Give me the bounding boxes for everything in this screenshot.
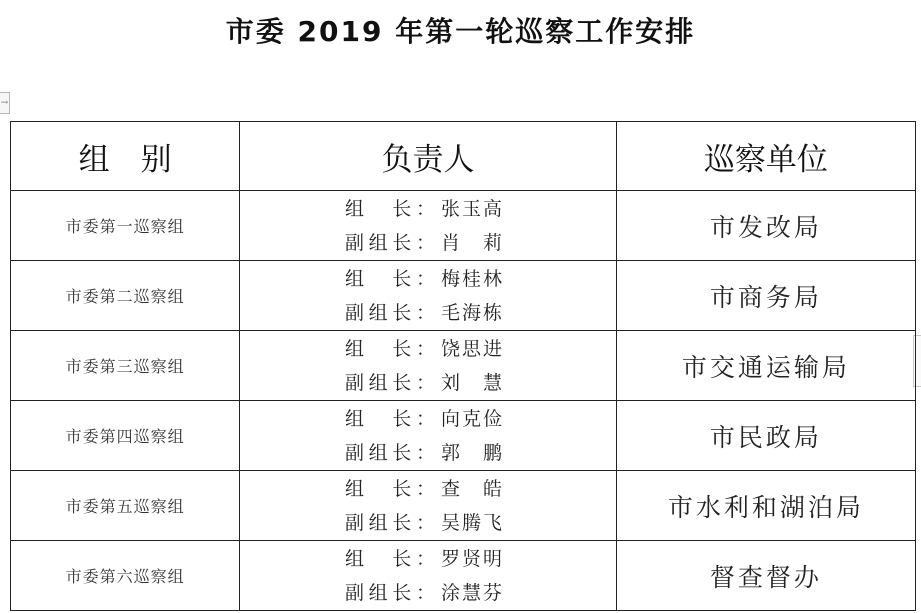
deputy-line xyxy=(240,296,615,330)
table-row xyxy=(11,261,916,331)
unit-name: 市水利和湖泊局 xyxy=(667,492,864,522)
leader-line xyxy=(240,402,615,436)
group-cell xyxy=(11,471,240,541)
group-name: 市委第三巡察组 xyxy=(65,357,185,376)
deputy-name: 吴腾飞 xyxy=(440,511,504,534)
leader-line xyxy=(240,262,615,296)
header-leader: 负责人 xyxy=(240,122,616,191)
group-cell xyxy=(11,401,240,471)
leader-cell xyxy=(240,191,616,261)
arrow-right-icon[interactable]: → xyxy=(0,92,10,114)
leader-name: 梅桂林 xyxy=(440,267,504,290)
group-cell xyxy=(11,541,240,611)
group-cell xyxy=(11,331,240,401)
leader-name: 罗贤明 xyxy=(440,547,504,570)
leader-role: 组 长： xyxy=(344,477,437,500)
deputy-name: 刘 慧 xyxy=(440,371,504,394)
deputy-line xyxy=(240,366,615,400)
leader-cell xyxy=(240,541,616,611)
deputy-line xyxy=(240,576,615,610)
deputy-line xyxy=(240,436,615,470)
leader-line xyxy=(240,332,615,366)
table-row xyxy=(11,331,916,401)
unit-cell xyxy=(616,261,915,331)
table-row xyxy=(11,191,916,261)
unit-cell xyxy=(616,471,915,541)
deputy-role: 副组长： xyxy=(344,301,437,324)
group-name: 市委第二巡察组 xyxy=(65,287,185,306)
unit-cell xyxy=(616,191,915,261)
deputy-name: 毛海栋 xyxy=(440,301,504,324)
leader-cell xyxy=(240,401,616,471)
leader-cell xyxy=(240,471,616,541)
leader-name: 张玉高 xyxy=(440,197,504,220)
leader-name: 饶思进 xyxy=(440,337,504,360)
group-name: 市委第一巡察组 xyxy=(65,217,185,236)
table-row xyxy=(11,471,916,541)
table-row xyxy=(11,541,916,611)
group-cell xyxy=(11,261,240,331)
group-name: 市委第五巡察组 xyxy=(65,497,185,516)
unit-name: 市交通运输局 xyxy=(681,352,850,382)
group-name: 市委第四巡察组 xyxy=(65,427,185,446)
leader-name: 向克俭 xyxy=(440,407,504,430)
deputy-line xyxy=(240,226,615,260)
deputy-role: 副组长： xyxy=(344,581,437,604)
deputy-role: 副组长： xyxy=(344,231,437,254)
leader-role: 组 长： xyxy=(344,547,437,570)
deputy-name: 郭 鹏 xyxy=(440,441,504,464)
leader-role: 组 长： xyxy=(344,267,437,290)
leader-line xyxy=(240,542,615,576)
unit-name: 督查督办 xyxy=(709,562,822,592)
inspection-schedule-table xyxy=(10,121,916,611)
table-row xyxy=(11,401,916,471)
leader-name: 查 皓 xyxy=(440,477,504,500)
leader-line xyxy=(240,472,615,506)
deputy-role: 副组长： xyxy=(344,511,437,534)
deputy-role: 副组长： xyxy=(344,371,437,394)
unit-cell xyxy=(616,401,915,471)
table-header-row xyxy=(11,122,916,191)
leader-cell xyxy=(240,331,616,401)
header-group: 组 别 xyxy=(11,122,240,191)
leader-line xyxy=(240,192,615,226)
document-title: 市委 2019 年第一轮巡察工作安排 xyxy=(225,15,696,48)
unit-name: 市民政局 xyxy=(709,422,822,452)
group-cell xyxy=(11,191,240,261)
group-name: 市委第六巡察组 xyxy=(65,567,185,586)
unit-cell xyxy=(616,331,915,401)
deputy-line xyxy=(240,506,615,540)
deputy-name: 涂慧芬 xyxy=(440,581,504,604)
leader-role: 组 长： xyxy=(344,337,437,360)
leader-role: 组 长： xyxy=(344,197,437,220)
unit-name: 市发改局 xyxy=(709,212,822,242)
leader-role: 组 长： xyxy=(344,407,437,430)
deputy-name: 肖 莉 xyxy=(440,231,504,254)
deputy-role: 副组长： xyxy=(344,441,437,464)
unit-name: 市商务局 xyxy=(709,282,822,312)
header-unit: 巡察单位 xyxy=(616,122,915,191)
leader-cell xyxy=(240,261,616,331)
unit-cell xyxy=(616,541,915,611)
